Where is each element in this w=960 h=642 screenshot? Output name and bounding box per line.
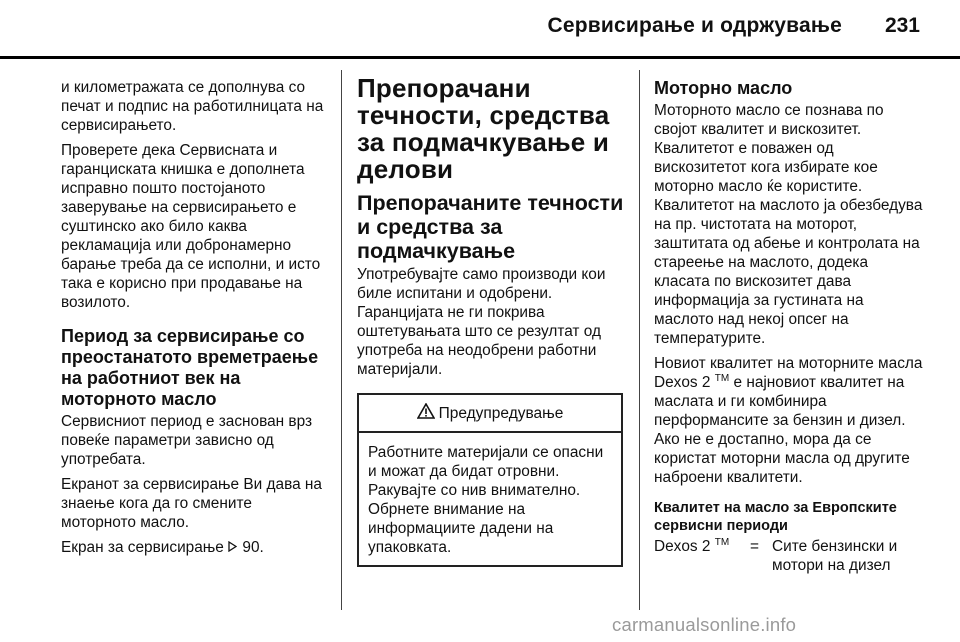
- warning-box: [357, 393, 623, 567]
- subsection-heading-oil-quality: Квалитет на масло за Европските сервисни периоди: [654, 500, 897, 534]
- paragraph: Екранот за сервисирање Ви дава на знаење кога да го смените моторното масло.: [61, 476, 322, 531]
- spec-equals: =: [750, 538, 759, 555]
- reference-text: Екран за сервисирање: [61, 539, 224, 556]
- column-1: [61, 78, 331, 563]
- page-number: 231: [884, 14, 920, 37]
- warning-title: Предупредување: [438, 404, 564, 422]
- spec-key: [654, 537, 750, 575]
- section-heading-fluids: Препорачаните течности и средства за подмачкување: [357, 191, 624, 263]
- paragraph: и километражата се дополнува со печат и подпис на работилницата на сервисирањето.: [61, 79, 324, 134]
- section-heading-service-period: Период за сервисирање со преостанатото времетраење на работниот век на моторното масло: [61, 326, 319, 409]
- paragraph: Моторното масло се познава по својот квалитет и вискозитет. Квалитетот е поважен од вискозитетот кога избирате кое моторно масло ќе користите. Квалитетот на маслото ја обезбедува на пр. чистотата на моторот, заштитата од абење и контролата на стареење на маслото, додека класата по вискозитет дава информација за густината на маслото над некој опсег на температурите.: [654, 102, 923, 347]
- column-divider-1: [341, 70, 342, 610]
- paragraph: Употребувајте само производи кои биле испитани и одобрени. Гаранцијата не ги покрива оштетувањата што се резултат од употреба на неодобрени работни материјали.: [357, 266, 606, 378]
- paragraph: Сервисниот период е заснован врз повеќе параметри зависно од употребата.: [61, 413, 313, 468]
- page-reference-link[interactable]: 90.: [242, 539, 264, 556]
- running-title: Сервисирање и одржување: [547, 14, 842, 37]
- paragraph-dexos: [654, 354, 926, 487]
- trademark-mark: TM: [714, 372, 730, 384]
- paragraph-with-reference: [61, 538, 331, 557]
- column-2: [357, 73, 625, 567]
- trademark-mark: TM: [714, 536, 730, 548]
- spec-value: Сите бензински и мотори на дизел: [772, 538, 898, 574]
- spec-row: [654, 537, 926, 575]
- warning-header: [359, 395, 621, 433]
- page-header: [0, 14, 960, 54]
- section-heading-engine-oil: Моторно масло: [654, 78, 793, 98]
- spec-key-text: Dexos 2: [654, 538, 711, 555]
- chapter-heading: Препорачани течности, средства за подмачкување и делови: [357, 73, 610, 184]
- warning-body: Работните материјали се опасни и можат да бидат отровни. Ракувајте со нив внимателно. Обрнете внимание на информациите дадени на упаковката.: [368, 444, 604, 556]
- text-span: Новиот квалитет на моторните масла Dexos 2: [654, 355, 923, 391]
- paragraph: Проверете дека Сервисната и гаранциската книшка е дополнета исправно пошто постојаното заверување на сервисирањето е суштинско ако било каква рекламација или добронамерно барање треба да се исполни, и исто така е корисно при продавање на возилото.: [61, 142, 321, 311]
- warning-triangle-icon: [417, 403, 435, 424]
- page-reference-arrow-icon: [228, 538, 238, 557]
- column-3: [654, 78, 926, 575]
- watermark: carmanualsonline.info: [612, 614, 797, 635]
- column-divider-2: [639, 70, 640, 610]
- text-span: е најновиот квалитет на маслата и ги комбинира перформансите за бензин и дизел. Ако не е достапно, мора да се користат моторни масла од другите наброени квалитети.: [654, 374, 910, 486]
- header-rule: [0, 56, 960, 59]
